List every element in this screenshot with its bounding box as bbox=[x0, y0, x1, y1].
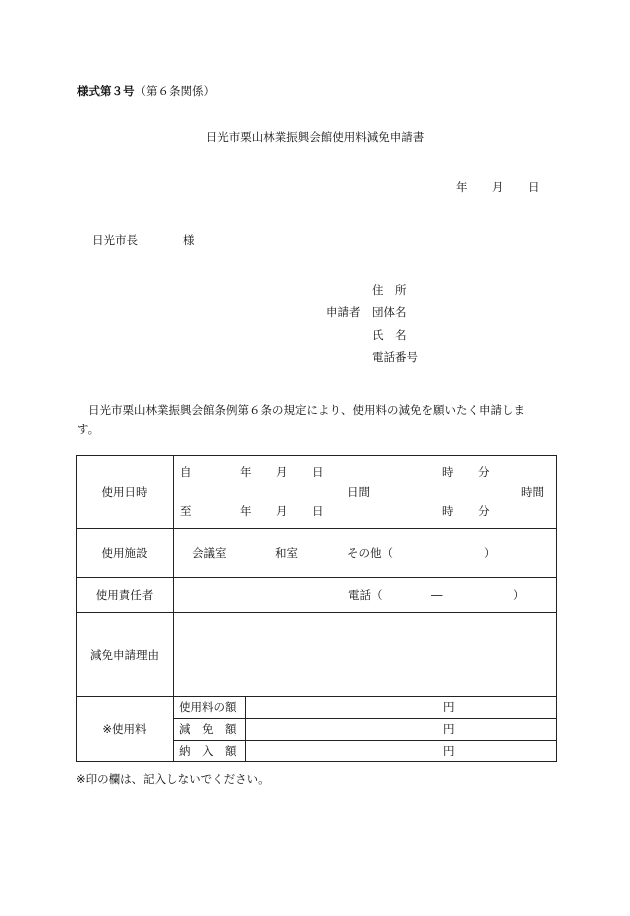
to-day-label: 日 bbox=[312, 504, 324, 518]
form-number: 様式第３号 bbox=[77, 84, 135, 98]
from-minute-label: 分 bbox=[478, 465, 490, 479]
addressee-name: 日光市長 bbox=[92, 233, 138, 247]
from-hour-label: 時 bbox=[442, 465, 454, 479]
to-label: 至 bbox=[180, 504, 192, 518]
applicant-phone-label: 電話番号 bbox=[372, 350, 418, 364]
document-title: 日光市栗山林業振興会館使用料減免申請書 bbox=[205, 130, 425, 144]
usage-datetime-label: 使用日時 bbox=[101, 485, 148, 499]
body-text-line1: 日光市栗山林業振興会館条例第６条の規定により、使用料の減免を願いたく申請しま bbox=[88, 403, 525, 417]
responsible-phone-close-paren: ） bbox=[513, 588, 525, 602]
to-month-label: 月 bbox=[276, 504, 288, 518]
responsible-phone-dash: ― bbox=[431, 588, 443, 602]
from-year-label: 年 bbox=[240, 465, 252, 479]
date-year-label: 年 bbox=[456, 180, 468, 194]
fee-row-yen: 円 bbox=[443, 744, 455, 758]
from-day-label: 日 bbox=[312, 465, 324, 479]
fee-row-yen: 円 bbox=[443, 722, 455, 736]
date-month-label: 月 bbox=[492, 180, 504, 194]
applicant-label: 申請者 bbox=[326, 305, 361, 319]
responsible-person-label: 使用責任者 bbox=[95, 588, 154, 602]
facility-other-close-paren: ） bbox=[484, 546, 496, 560]
application-form-table bbox=[76, 455, 557, 762]
applicant-name-label: 氏 名 bbox=[372, 328, 407, 342]
facility-option-meeting-room: 会議室 bbox=[192, 546, 227, 560]
from-label: 自 bbox=[180, 465, 192, 479]
facility-option-other: その他（ bbox=[347, 546, 393, 560]
fee-row-label: 使用料の額 bbox=[179, 700, 237, 714]
to-minute-label: 分 bbox=[478, 504, 490, 518]
date-day-label: 日 bbox=[528, 180, 540, 194]
fee-label: ※使用料 bbox=[102, 722, 147, 736]
form-number-header bbox=[77, 84, 215, 98]
reduction-reason-label: 減免申請理由 bbox=[90, 648, 159, 662]
applicant-address-label: 住 所 bbox=[372, 283, 407, 297]
addressee-honorific: 様 bbox=[183, 233, 195, 247]
to-hour-label: 時 bbox=[442, 504, 454, 518]
fee-row-yen: 円 bbox=[443, 700, 455, 714]
from-month-label: 月 bbox=[276, 465, 288, 479]
fee-row-label: 納 入 額 bbox=[179, 744, 237, 758]
to-year-label: 年 bbox=[240, 504, 252, 518]
facility-label: 使用施設 bbox=[101, 546, 148, 560]
hours-count-label: 時間 bbox=[521, 485, 544, 499]
responsible-phone-label: 電話（ bbox=[348, 588, 383, 602]
fee-row-label: 減 免 額 bbox=[179, 722, 237, 736]
body-text-line2: す。 bbox=[77, 422, 100, 436]
footnote: ※印の欄は、記入しないでください。 bbox=[76, 772, 270, 786]
form-related-article: （第６条関係） bbox=[134, 84, 215, 98]
applicant-group-label: 団体名 bbox=[372, 305, 407, 319]
facility-option-japanese-room: 和室 bbox=[275, 546, 298, 560]
days-count-label: 日間 bbox=[347, 485, 370, 499]
